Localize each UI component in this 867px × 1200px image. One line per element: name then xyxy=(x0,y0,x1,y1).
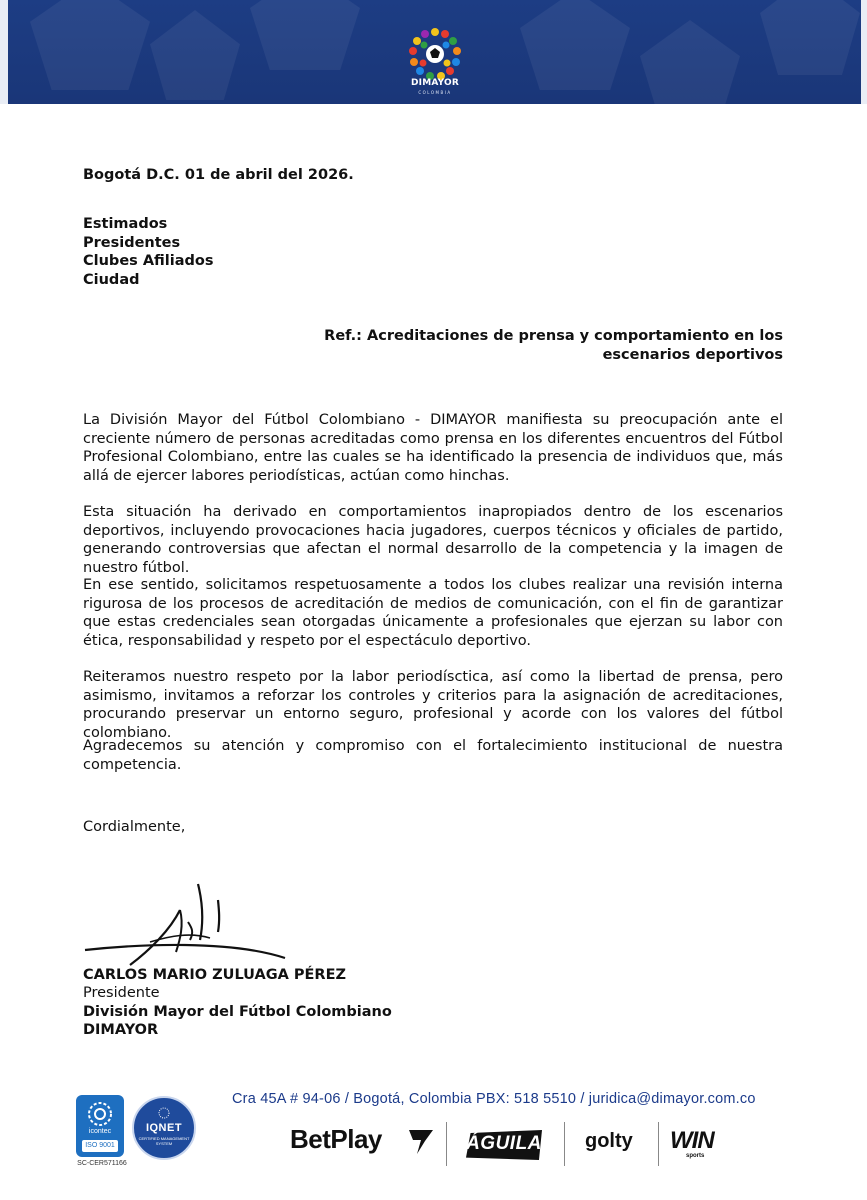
body-paragraph: Reiteramos nuestro respeto por la labor periodísctica, así como la libertad de prensa, pero asimismo, invitamos a reforzar los controles y criterios para la asignación de acreditaciones, procurando preservar un entorno seguro, profesional y acorde con los valores del fútbol colombiano. xyxy=(83,669,783,741)
body-paragraph: La División Mayor del Fútbol Colombiano - DIMAYOR manifiesta su preocupación ante el creciente número de personas acreditadas como prensa en los diferentes encuentros del Fútbol Profesional Colombiano, entre las cuales se ha identificado la presencia de individuos que, más allá de ejercer labores periodísticas, actúan como hinchas. xyxy=(83,412,783,484)
background-pentagon xyxy=(760,0,860,75)
iqnet-certification-badge xyxy=(132,1096,196,1160)
signer-title: Presidente xyxy=(83,985,160,1002)
body-paragraph: En ese sentido, solicitamos respetuosamente a todos los clubes realizar una revisión interna rigurosa de los procesos de acreditación de medios de comunicación, con el fin de garantizar que estas credenciales sean otorgadas únicamente a profesionales que ejerzan su labor con ética, responsabilidad y respeto por el espectáculo deportivo. xyxy=(83,577,783,649)
signer-block xyxy=(83,966,392,1039)
signer-organization: División Mayor del Fútbol Colombiano xyxy=(83,1003,392,1020)
background-pentagon xyxy=(30,0,150,90)
addressee-line: Ciudad xyxy=(83,271,140,288)
sponsor-aguila: ÁGUILA xyxy=(466,1133,542,1154)
page-edge xyxy=(0,0,8,104)
iqnet-name: IQNET xyxy=(145,1122,183,1134)
closing-salutation: Cordialmente, xyxy=(83,819,186,835)
sponsor-divider xyxy=(446,1122,447,1166)
sponsor-divider xyxy=(564,1122,565,1166)
reference-text: Ref.: Acreditaciones de prensa y comportamiento en los xyxy=(324,328,783,344)
signer-name: CARLOS MARIO ZULUAGA PÉREZ xyxy=(83,967,347,983)
sponsor-divider xyxy=(658,1122,659,1166)
addressee-line: Clubes Afiliados xyxy=(83,253,214,269)
betplay-arrow-icon xyxy=(407,1126,435,1156)
reference-text: escenarios deportivos xyxy=(602,346,783,363)
sponsor-win-sports: WIN xyxy=(670,1127,714,1154)
icontec-ring-icon xyxy=(87,1101,113,1127)
sponsor-betplay: BetPlay xyxy=(290,1124,382,1154)
handwritten-signature xyxy=(80,880,290,970)
background-pentagon xyxy=(250,0,360,70)
logo-wordmark: DIMAYOR xyxy=(410,78,460,88)
body-paragraph: Agradecemos su atención y compromiso con el fortalecimiento institucional de nuestra competencia. xyxy=(83,738,783,773)
addressee-block xyxy=(83,215,214,289)
sponsor-golty: golty xyxy=(585,1130,633,1152)
addressee-line: Presidentes xyxy=(83,234,181,251)
letter-date: Bogotá D.C. 01 de abril del 2026. xyxy=(83,167,354,183)
iqnet-subtitle: CERTIFIED MANAGEMENT SYSTEM xyxy=(138,1136,190,1146)
icontec-name: icontec xyxy=(88,1128,112,1135)
page-edge xyxy=(861,0,867,104)
win-sports-subtitle: sports xyxy=(686,1153,705,1159)
certificate-code: SC-CER571166 xyxy=(77,1160,127,1167)
iqnet-dots-icon xyxy=(158,1107,170,1119)
letterhead-banner xyxy=(0,0,867,104)
signer-organization-short: DIMAYOR xyxy=(83,1021,159,1038)
reference-line xyxy=(283,327,783,364)
background-pentagon xyxy=(150,10,240,100)
background-pentagon xyxy=(520,0,630,90)
background-pentagon xyxy=(640,20,740,104)
logo-subtitle: COLOMBIA xyxy=(418,90,452,95)
body-paragraph: Esta situación ha derivado en comportamientos inapropiados dentro de los escenarios deportivos, incluyendo provocaciones hacia jugadores, cuerpos técnicos y oficiales de partido, generando controversias que afectan el normal desarrollo de la competencia y la imagen de nuestro fútbol. xyxy=(83,504,783,576)
footer-contact-line: Cra 45A # 94-06 / Bogotá, Colombia PBX: 518 5510 / juridica@dimayor.com.co xyxy=(232,1091,756,1107)
icontec-iso: ISO 9001 xyxy=(82,1140,118,1152)
icontec-certification-badge xyxy=(76,1095,124,1157)
addressee-line: Estimados xyxy=(83,216,168,232)
